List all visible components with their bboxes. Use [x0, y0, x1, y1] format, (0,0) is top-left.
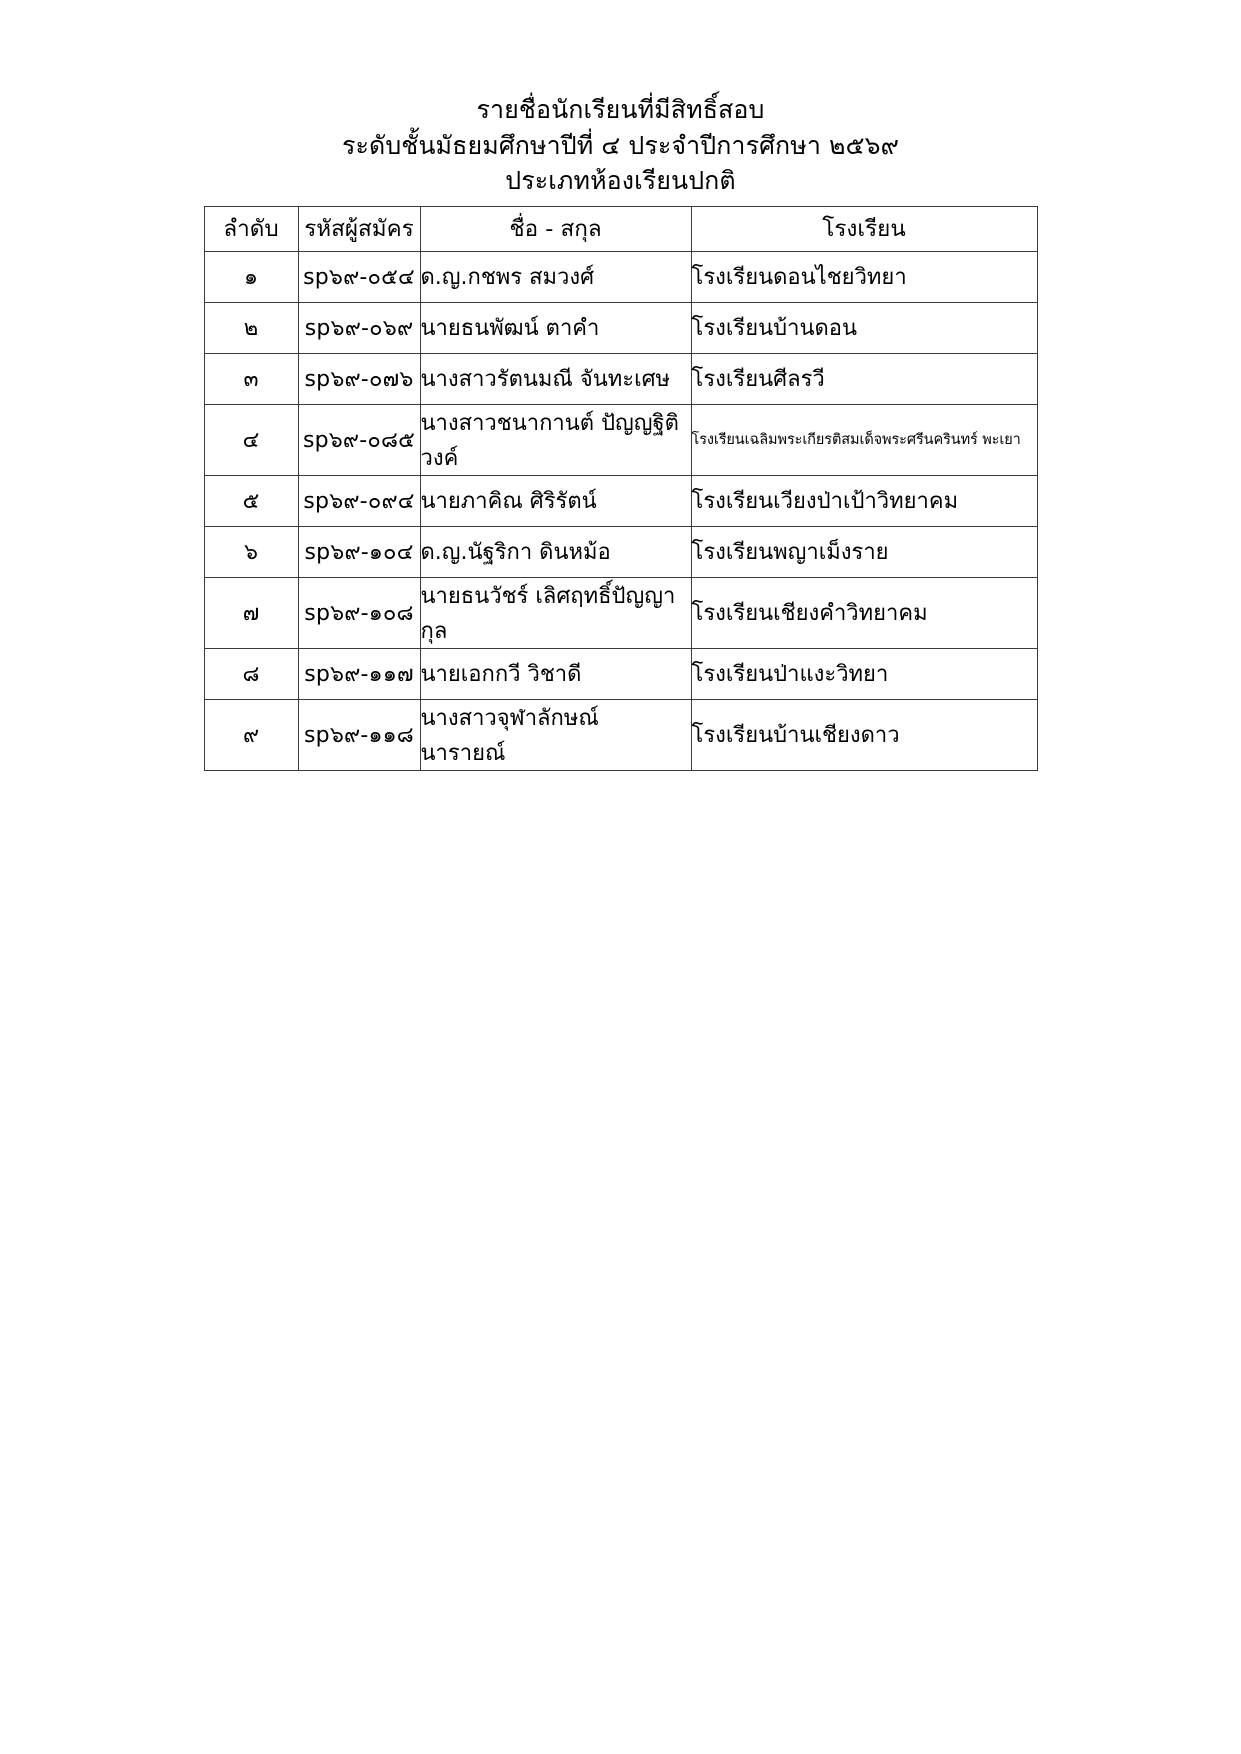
cell-school: โรงเรียนศีลรวี	[691, 353, 1037, 404]
cell-school: โรงเรียนเฉลิมพระเกียรติสมเด็จพระศรีนครินทร์ พะเยา	[691, 404, 1037, 475]
cell-code: sp๖๙-๐๗๖	[298, 353, 420, 404]
cell-no: ๓	[204, 353, 298, 404]
cell-no: ๔	[204, 404, 298, 475]
header-cell-no: ลำดับ	[204, 206, 298, 251]
cell-school: โรงเรียนดอนไชยวิทยา	[691, 251, 1037, 302]
cell-no: ๑	[204, 251, 298, 302]
table-row	[204, 699, 1037, 770]
cell-name: นายธนพัฒน์ ตาคำ	[420, 302, 691, 353]
cell-name: นายภาคิณ ศิริรัตน์	[420, 475, 691, 526]
cell-code: sp๖๙-๑๐๘	[298, 577, 420, 648]
cell-school: โรงเรียนบ้านเชียงดาว	[691, 699, 1037, 770]
cell-name: นายเอกกวี วิชาดี	[420, 648, 691, 699]
cell-name: นางสาวจุฬาลักษณ์ นารายณ์	[420, 699, 691, 770]
table-row	[204, 251, 1037, 302]
cell-school: โรงเรียนป่าแงะวิทยา	[691, 648, 1037, 699]
table-row	[204, 577, 1037, 648]
cell-code: sp๖๙-๐๙๔	[298, 475, 420, 526]
cell-name: ด.ญ.นัฐริกา ดินหม้อ	[420, 526, 691, 577]
cell-code: sp๖๙-๑๑๗	[298, 648, 420, 699]
cell-name: นางสาวรัตนมณี จันทะเศษ	[420, 353, 691, 404]
cell-school: โรงเรียนพญาเม็งราย	[691, 526, 1037, 577]
table-row	[204, 404, 1037, 475]
header-cell-school: โรงเรียน	[691, 206, 1037, 251]
cell-code: sp๖๙-๑๐๔	[298, 526, 420, 577]
cell-no: ๗	[204, 577, 298, 648]
cell-no: ๒	[204, 302, 298, 353]
cell-school: โรงเรียนเชียงคำวิทยาคม	[691, 577, 1037, 648]
header-cell-code: รหัสผู้สมัคร	[298, 206, 420, 251]
table-header	[204, 206, 1037, 251]
cell-code: sp๖๙-๐๕๔	[298, 251, 420, 302]
table-body	[204, 251, 1037, 770]
table-row	[204, 475, 1037, 526]
cell-school: โรงเรียนเวียงป่าเป้าวิทยาคม	[691, 475, 1037, 526]
title-line-3: ประเภทห้องเรียนปกติ	[505, 166, 736, 195]
table-row	[204, 353, 1037, 404]
cell-school: โรงเรียนบ้านดอน	[691, 302, 1037, 353]
header-cell-name: ชื่อ - สกุล	[420, 206, 691, 251]
table-row	[204, 526, 1037, 577]
cell-code: sp๖๙-๑๑๘	[298, 699, 420, 770]
cell-name: ด.ญ.กชพร สมวงศ์	[420, 251, 691, 302]
cell-no: ๘	[204, 648, 298, 699]
cell-name: นายธนวัชร์ เลิศฤทธิ์ปัญญากุล	[420, 577, 691, 648]
cell-no: ๕	[204, 475, 298, 526]
title-table-gap	[128, 199, 1113, 206]
eligible-students-table	[204, 206, 1038, 771]
table-row	[204, 302, 1037, 353]
cell-no: ๖	[204, 526, 298, 577]
cell-code: sp๖๙-๐๖๙	[298, 302, 420, 353]
table-header-row	[204, 206, 1037, 251]
cell-no: ๙	[204, 699, 298, 770]
cell-code: sp๖๙-๐๘๕	[298, 404, 420, 475]
title-line-1: รายชื่อนักเรียนที่มีสิทธิ์สอบ	[476, 95, 765, 124]
table-row	[204, 648, 1037, 699]
title-line-2: ระดับชั้นมัธยมศึกษาปีที่ ๔ ประจำปีการศึกษา ๒๕๖๙	[341, 130, 900, 160]
cell-name: นางสาวชนากานต์ ปัญญฐิติวงค์	[420, 404, 691, 475]
document-title-block	[128, 92, 1113, 199]
